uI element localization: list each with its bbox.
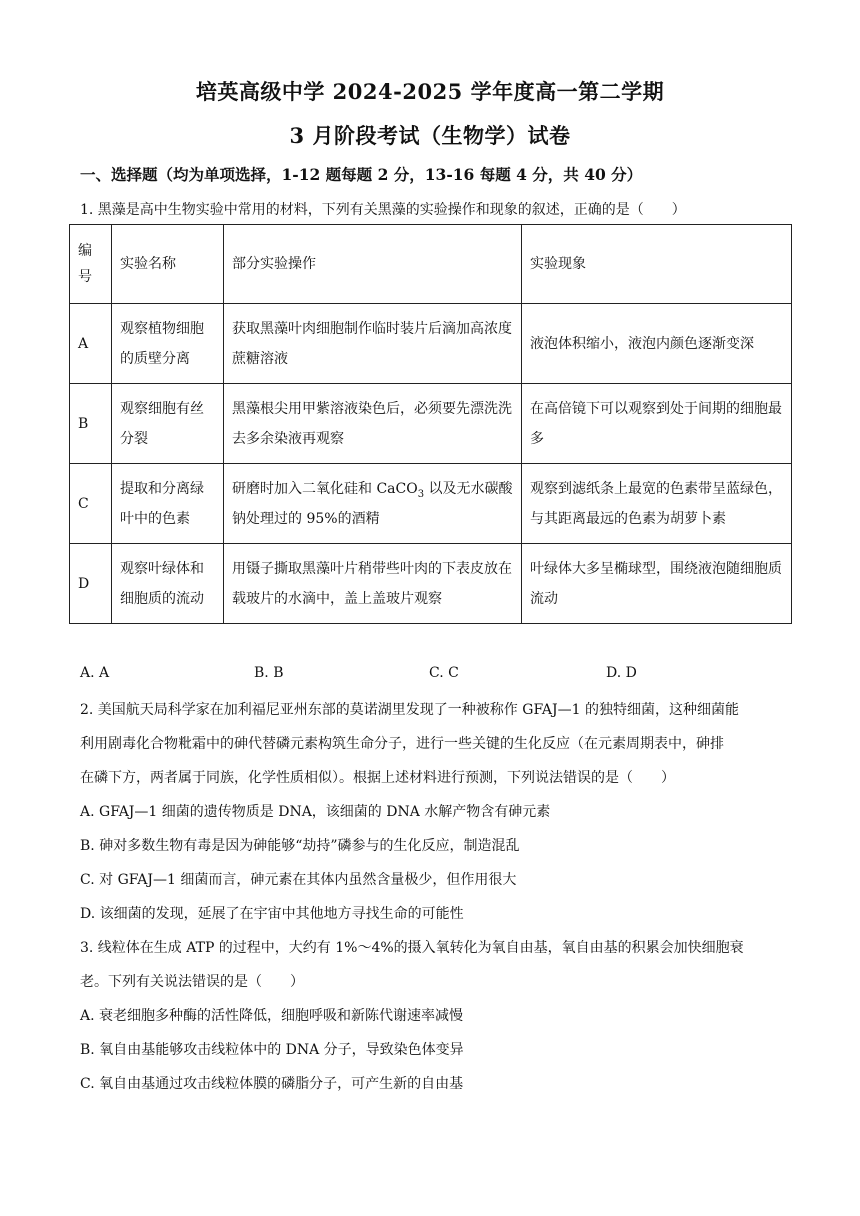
row-id: A: [70, 304, 112, 384]
row-result: 观察到滤纸条上最宽的色素带呈蓝绿色，与其距离最远的色素为胡萝卜素: [522, 464, 792, 544]
section-heading: 一、选择题（均为单项选择，1-12 题每题 2 分，13-16 每题 4 分，共 40 分）: [80, 165, 643, 184]
question-3-stem-line: 3. 线粒体在生成 ATP 的过程中，大约有 1%～4%的摄入氧转化为氧自由基，氧自由基的积累会加快细胞衰: [80, 940, 744, 956]
table-row: [70, 464, 792, 544]
row-name: 观察叶绿体和细胞质的流动: [112, 544, 224, 624]
row-op-pre: 研磨时加入二氧化硅和 CaCO: [232, 480, 418, 497]
q1-option-c: C. C: [429, 665, 459, 681]
question-3-stem-line: 老。下列有关说法错误的是（ ）: [80, 974, 304, 990]
question-1-stem: 1. 黑藻是高中生物实验中常用的材料，下列有关黑藻的实验操作和现象的叙述，正确的是（ ）: [80, 202, 686, 218]
row-name: 观察植物细胞的质壁分离: [112, 304, 224, 384]
q1-option-b: B. B: [254, 665, 284, 681]
q3-option-b: B. 氧自由基能够攻击线粒体中的 DNA 分子，导致染色体变异: [80, 1042, 464, 1058]
q1-option-d: D. D: [606, 665, 637, 681]
q2-option-c: C. 对 GFAJ—1 细菌而言，砷元素在其体内虽然含量极少，但作用很大: [80, 872, 517, 888]
q3-option-a: A. 衰老细胞多种酶的活性降低，细胞呼吸和新陈代谢速率减慢: [80, 1008, 464, 1024]
row-op-subscript: 3: [417, 488, 425, 500]
q2-option-a: A. GFAJ—1 细菌的遗传物质是 DNA，该细菌的 DNA 水解产物含有砷元素: [80, 804, 551, 820]
exam-title-line1: 培英高级中学 2024-2025 学年度高一第二学期: [195, 79, 665, 104]
header-op: 部分实验操作: [224, 225, 522, 304]
row-name: 观察细胞有丝分裂: [112, 384, 224, 464]
q2-option-d: D. 该细菌的发现，延展了在宇宙中其他地方寻找生命的可能性: [80, 906, 464, 922]
row-op: [224, 464, 522, 544]
header-id: 编号: [70, 225, 112, 304]
q1-option-a: A. A: [80, 665, 110, 681]
experiment-table: [69, 224, 792, 624]
table-header-row: [70, 225, 792, 304]
row-result: 液泡体积缩小，液泡内颜色逐渐变深: [522, 304, 792, 384]
row-op: 黑藻根尖用甲紫溶液染色后，必须要先漂洗洗去多余染液再观察: [224, 384, 522, 464]
row-id: B: [70, 384, 112, 464]
question-2-stem-line: 2. 美国航天局科学家在加利福尼亚州东部的莫诺湖里发现了一种被称作 GFAJ—1 的独特细菌，这种细菌能: [80, 702, 740, 718]
row-op: 获取黑藻叶肉细胞制作临时装片后滴加高浓度蔗糖溶液: [224, 304, 522, 384]
table-row: [70, 544, 792, 624]
exam-title-line2: 3 月阶段考试（生物学）试卷: [289, 123, 571, 148]
header-name: 实验名称: [112, 225, 224, 304]
row-result: 叶绿体大多呈椭球型，围绕液泡随细胞质流动: [522, 544, 792, 624]
table-row: [70, 384, 792, 464]
question-2-stem-line: 在磷下方，两者属于同族，化学性质相似）。根据上述材料进行预测，下列说法错误的是（ ）: [80, 770, 675, 786]
row-id: C: [70, 464, 112, 544]
question-2-stem-line: 利用剧毒化合物粃霜中的砷代替磷元素构筑生命分子，进行一些关键的生化反应（在元素周期表中，砷排: [80, 736, 724, 752]
row-id: D: [70, 544, 112, 624]
row-result: 在高倍镜下可以观察到处于间期的细胞最多: [522, 384, 792, 464]
row-op-post: 以及无水碳酸钠处理过的 95%的酒精: [232, 480, 513, 527]
header-result: 实验现象: [522, 225, 792, 304]
q3-option-c: C. 氧自由基通过攻击线粒体膜的磷脂分子，可产生新的自由基: [80, 1076, 464, 1092]
row-op: 用镊子撕取黑藻叶片稍带些叶肉的下表皮放在载玻片的水滴中，盖上盖玻片观察: [224, 544, 522, 624]
table-row: [70, 304, 792, 384]
row-name: 提取和分离绿叶中的色素: [112, 464, 224, 544]
q2-option-b: B. 砷对多数生物有毒是因为砷能够“劫持”磷参与的生化反应，制造混乱: [80, 838, 520, 854]
